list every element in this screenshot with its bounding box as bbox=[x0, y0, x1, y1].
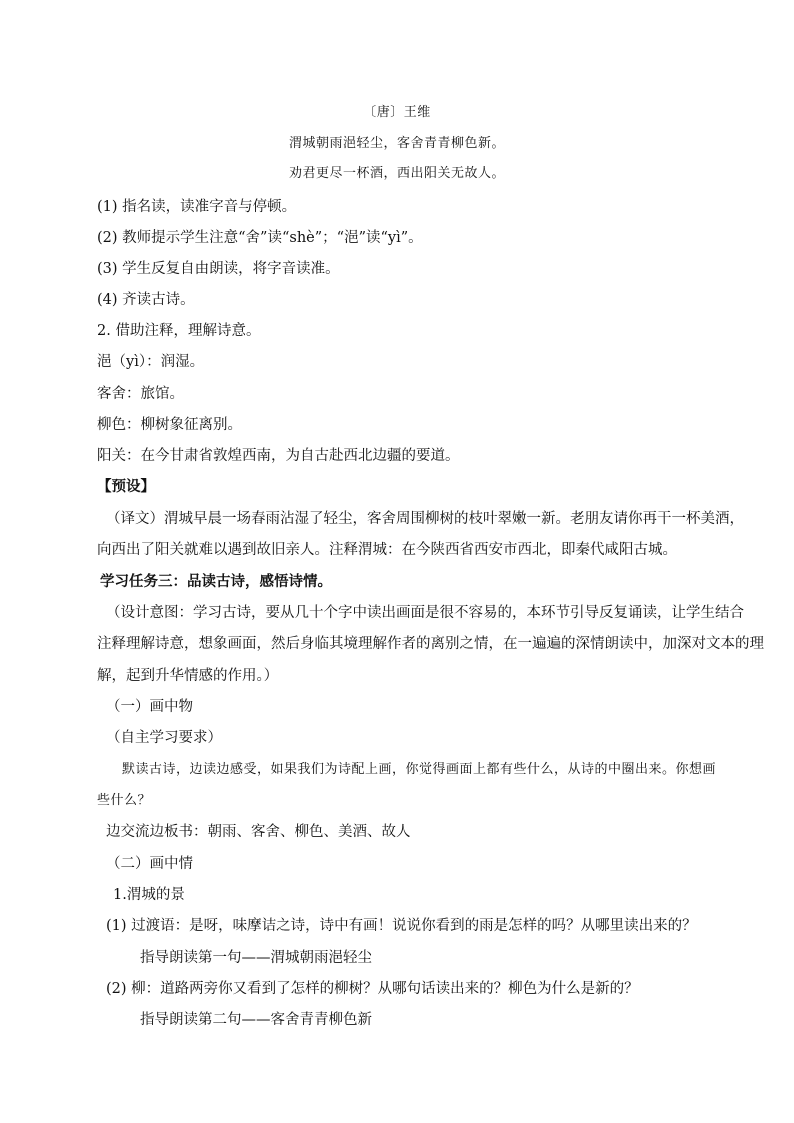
reading-step-3: (3) 学生反复自由朗读，将字音读准。 bbox=[97, 261, 340, 277]
note-keshe: 客舍：旅馆。 bbox=[97, 386, 184, 402]
part2-subtitle: 1.渭城的景 bbox=[113, 887, 185, 903]
question-2: (2) 柳：道路两旁你又看到了怎样的柳树？从哪句话读出来的？柳色为什么是新的？ bbox=[106, 981, 639, 997]
guided-reading-2: 指导朗读第二句——客舍青青柳色新 bbox=[140, 1012, 372, 1028]
design-intent-line-1: （设计意图：学习古诗，要从几十个字中读出画面是很不容易的，本环节引导反复诵读，让学生结合 bbox=[106, 605, 744, 621]
note-yangguan: 阳关：在今甘肃省敦煌西南，为自古赴西北边疆的要道。 bbox=[97, 448, 460, 464]
part2-title: （二）画中情 bbox=[106, 856, 193, 872]
poem-author: 〔唐〕王维 bbox=[363, 105, 431, 120]
note-yi: 浥（yì）：润湿。 bbox=[97, 354, 205, 370]
reading-step-1: (1) 指名读，读准字音与停顿。 bbox=[97, 199, 297, 215]
design-intent-line-2: 注释理解诗意，想象画面，然后身临其境理解作者的离别之情，在一遍遍的深情朗读中，加深对文本的理 bbox=[97, 636, 764, 652]
design-intent-line-3: 解，起到升华情感的作用。） bbox=[97, 668, 279, 684]
board-notes: 边交流边板书：朝雨、客舍、柳色、美酒、故人 bbox=[106, 824, 411, 840]
requirement-line-1: 默读古诗，边读边感受，如果我们为诗配上画，你觉得画面上都有些什么，从诗的中圈出来。你想画 bbox=[122, 762, 717, 777]
self-study-requirements: （自主学习要求） bbox=[106, 730, 222, 746]
translation-line-2: 向西出了阳关就难以遇到故旧亲人。注释渭城：在今陕西省西安市西北，即秦代咸阳古城。 bbox=[97, 542, 677, 558]
translation-line-1: （译文）渭城早晨一场春雨沾湿了轻尘，客舍周围柳树的枝叶翠嫩一新。老朋友请你再干一杯美酒， bbox=[106, 511, 744, 527]
poem-line-1: 渭城朝雨浥轻尘，客舍青青柳色新。 bbox=[288, 136, 505, 151]
note-liuse: 柳色：柳树象征离别。 bbox=[97, 417, 242, 433]
preset-label: 【预设】 bbox=[97, 478, 155, 495]
guided-reading-1: 指导朗读第一句——渭城朝雨浥轻尘 bbox=[140, 950, 372, 966]
task3-title: 学习任务三：品读古诗，感悟诗情。 bbox=[100, 573, 332, 590]
reading-step-4: (4) 齐读古诗。 bbox=[97, 292, 195, 308]
poem-line-2: 劝君更尽一杯酒，西出阳关无故人。 bbox=[288, 166, 505, 181]
part1-title: （一）画中物 bbox=[106, 699, 193, 715]
requirement-line-2: 些什么？ bbox=[97, 793, 152, 808]
step2-title: 2. 借助注释，理解诗意。 bbox=[97, 323, 261, 339]
question-1: (1) 过渡语：是呀，味摩诘之诗，诗中有画！说说你看到的雨是怎样的吗？从哪里读出来的？ bbox=[106, 918, 697, 934]
reading-step-2: (2) 教师提示学生注意“舍”读“shè”；“浥”读“yì”。 bbox=[97, 230, 423, 246]
